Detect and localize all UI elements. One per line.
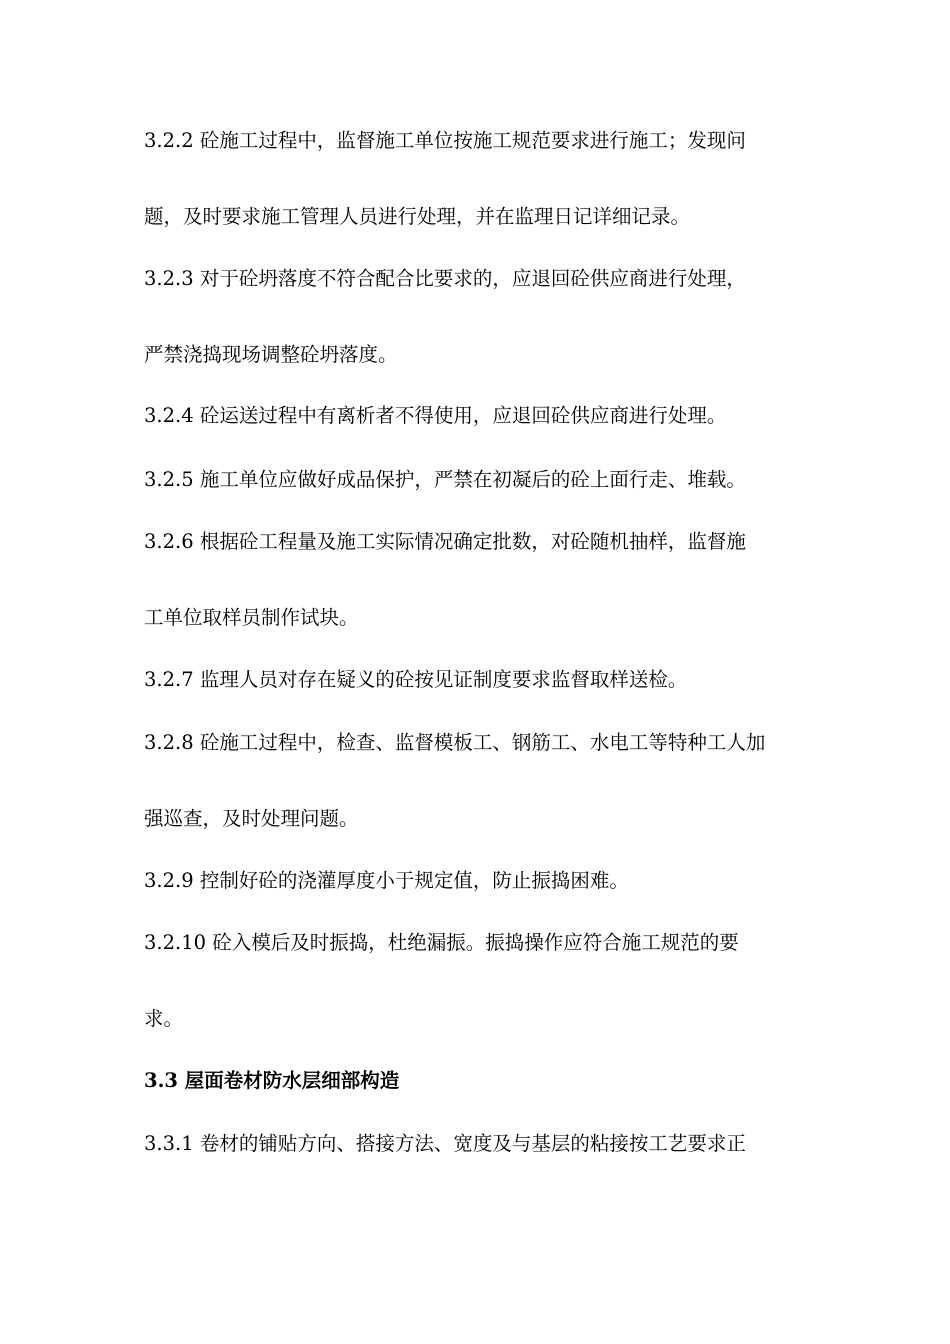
paragraph-3-2-9: 3.2.9 控制好砼的浇灌厚度小于规定值，防止振捣困难。 — [144, 869, 629, 892]
paragraph-3-2-10-line-1: 3.2.10 砼入模后及时振捣，杜绝漏振。振捣操作应符合施工规范的要 — [144, 931, 739, 954]
paragraph-3-2-6-line-1: 3.2.6 根据砼工程量及施工实际情况确定批数，对砼随机抽样，监督施 — [144, 530, 746, 553]
paragraph-3-2-2-line-1: 3.2.2 砼施工过程中，监督施工单位按施工规范要求进行施工；发现问 — [144, 129, 746, 152]
paragraph-3-2-8-line-1: 3.2.8 砼施工过程中，检查、监督模板工、钢筋工、水电工等特种工人加 — [144, 731, 766, 754]
section-heading-3-3: 3.3 屋面卷材防水层细部构造 — [144, 1069, 400, 1092]
paragraph-3-2-3-line-2: 严禁浇捣现场调整砼坍落度。 — [144, 343, 398, 366]
paragraph-3-2-4: 3.2.4 砼运送过程中有离析者不得使用，应退回砼供应商进行处理。 — [144, 404, 727, 427]
paragraph-3-2-8-line-2: 强巡查，及时处理问题。 — [144, 807, 359, 830]
paragraph-3-2-3-line-1: 3.2.3 对于砼坍落度不符合配合比要求的，应退回砼供应商进行处理， — [144, 267, 746, 290]
paragraph-3-3-1-line-1: 3.3.1 卷材的铺贴方向、搭接方法、宽度及与基层的粘接按工艺要求正 — [144, 1132, 746, 1155]
paragraph-3-2-7: 3.2.7 监理人员对存在疑义的砼按见证制度要求监督取样送检。 — [144, 668, 688, 691]
paragraph-3-2-5: 3.2.5 施工单位应做好成品保护，严禁在初凝后的砼上面行走、堆载。 — [144, 468, 746, 491]
paragraph-3-2-10-line-2: 求。 — [144, 1007, 184, 1030]
paragraph-3-2-6-line-2: 工单位取样员制作试块。 — [144, 606, 359, 629]
paragraph-3-2-2-line-2: 题，及时要求施工管理人员进行处理，并在监理日记详细记录。 — [144, 205, 691, 228]
